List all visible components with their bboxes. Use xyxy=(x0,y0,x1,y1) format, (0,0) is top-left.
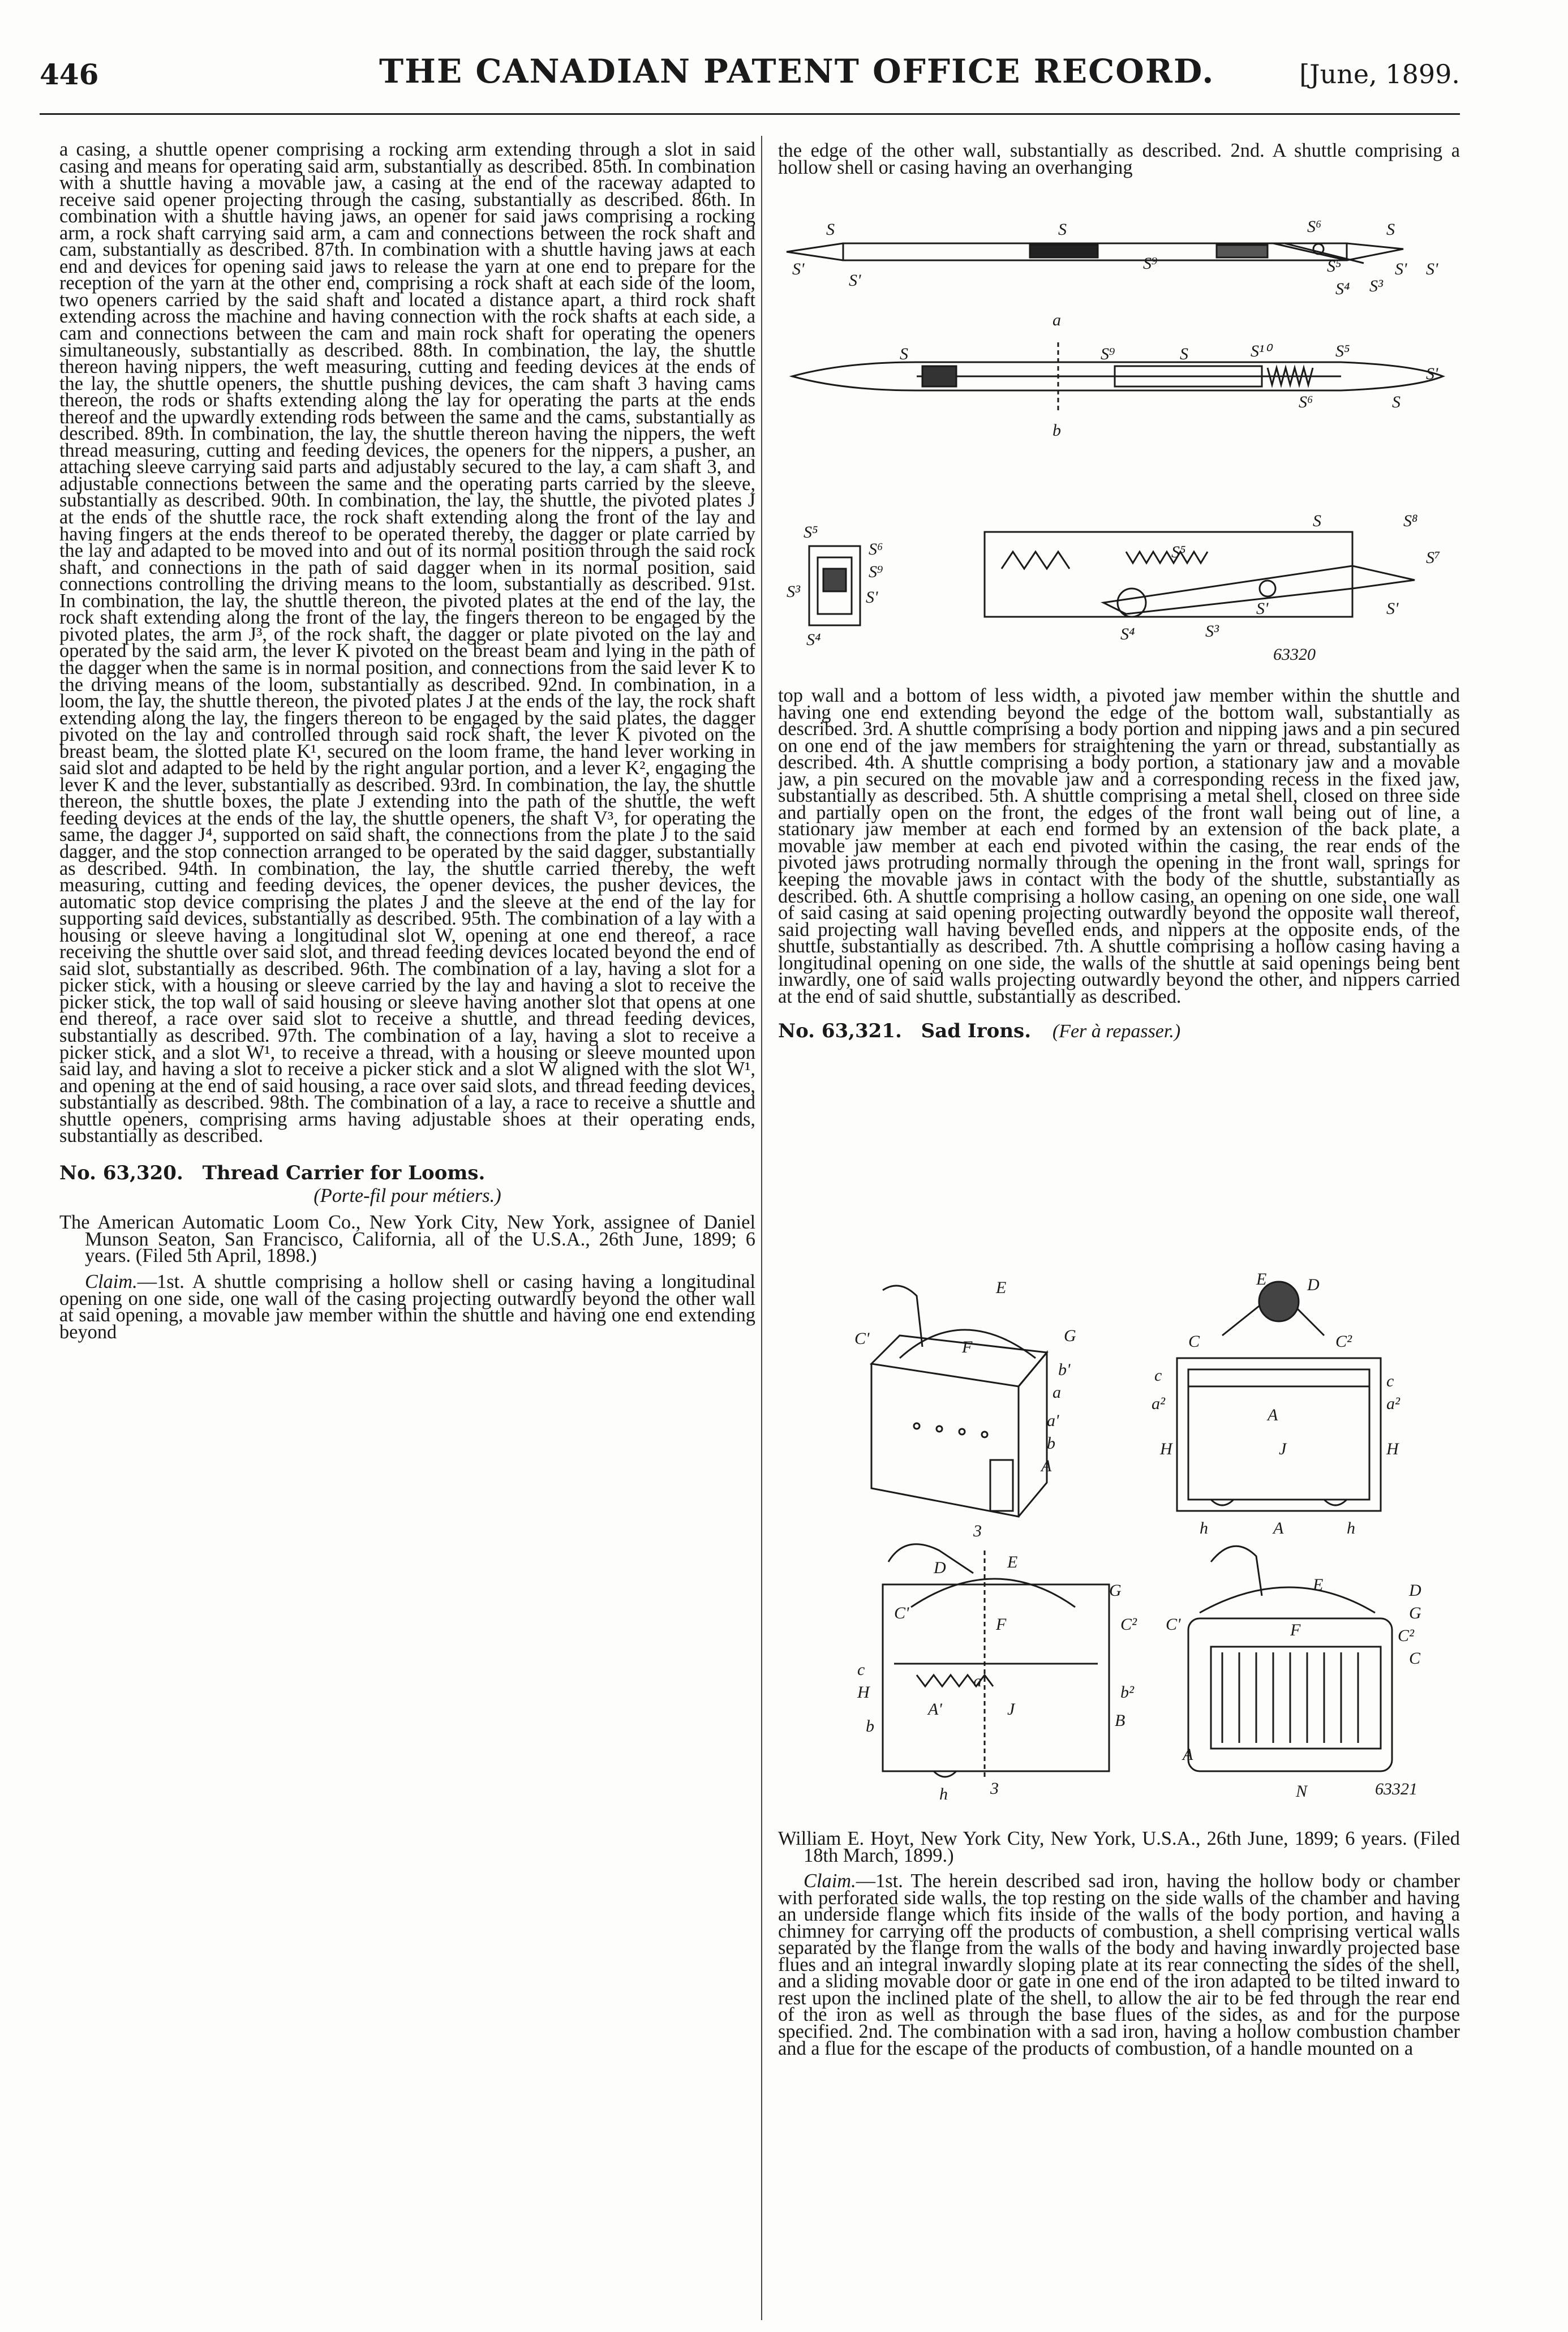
svg-text:S': S' xyxy=(1426,364,1438,383)
sad-iron-drawing xyxy=(849,1268,1449,1811)
svg-text:H: H xyxy=(1160,1440,1172,1458)
patent-title: Thread Carrier for Looms. xyxy=(202,1161,486,1184)
svg-text:S': S' xyxy=(866,588,878,607)
svg-text:N: N xyxy=(1296,1782,1308,1801)
svg-text:H: H xyxy=(1386,1440,1399,1458)
svg-text:S⁵: S⁵ xyxy=(804,523,818,542)
svg-text:C': C' xyxy=(854,1329,870,1348)
svg-text:F: F xyxy=(962,1338,973,1356)
svg-text:D: D xyxy=(1409,1581,1421,1600)
svg-text:C: C xyxy=(1188,1332,1200,1351)
svg-text:S': S' xyxy=(1256,599,1269,618)
svg-text:C²: C² xyxy=(1335,1332,1352,1351)
svg-text:S': S' xyxy=(1426,260,1438,278)
svg-text:A: A xyxy=(1183,1745,1193,1764)
claim-text: —1st. The herein described sad iron, having the hollow body or chamber with perforated side walls, the top resting on the side walls of the chamber and having an underside flange which fits inside of the walls of the body portion, and having a chimney for carrying off the products of combustion, a shell comprising vertical walls separated by the flange from the walls of the body and having inwardly projected base flues and an integral inwardly sloping plate at its rear connecting the sides of the shell, and a sliding movable door or gate in one end of the iron adapted to be tilted inward to rest upon the inclined plate of the shell, to allow the air to be fed through the rear end of the iron as well as through the base flues of the sides, as and for the purpose specified. 2nd. The combination with a sad iron, having a hollow combustion chamber and a flue for the escape of the products of combustion, of a handle mounted on a xyxy=(778,1870,1460,2059)
svg-text:E: E xyxy=(996,1278,1007,1297)
left-column xyxy=(59,141,755,1341)
svg-text:a: a xyxy=(1053,1383,1061,1402)
claims-continued: a casing, a shuttle opener comprising a rocking arm extending through a slot in said casing and means for operating said arm, substantially as described. 85th. In combination with a shuttle having a movable jaw, a casing at the end of the raceway adapted to receive said opener projecting through the casing, substantially as described. 86th. In combination with a shuttle having jaws, an opener for said jaws comprising a rocking arm, a rock shaft carrying said arm, a cam and connections between the rock shaft and cam, substantially as described. 87th. In combination with a shuttle having jaws at each end and devices for opening said jaws to release the yarn at one end to prepare for the reception of the yarn at the other end, comprising a rock shaft at each side of the loom, two openers carried by the said shaft and located a distance apart, a third rock shaft extending across the machine and having connection with the rock shafts at each side, a cam and connections between the cam and main rock shaft for operating the openers simultaneously, substantially as described. 88th. In combination, the lay, the shuttle thereon having nippers, the weft measuring, cutting and feeding devices at the ends of the lay, the shuttle openers, the shuttle pushing devices, the cam shaft 3 having cams thereon, the rods or shafts extending along the lay for operating the parts at the ends thereof and the upwardly extending rods between the same and the cams, substantially as described. 89th. In combination, the lay, the shuttle thereon having the nippers, the weft thread measuring, cutting and feeding devices, the openers for the nippers, a pusher, an attaching sleeve carrying said parts and adjustably secured to the lay, a cam shaft 3, and adjustable connections between the same and the operating parts carried by the sleeve, substantially as described. 90th. In combination, the lay, the shuttle, the pivoted plates J at the ends of the shuttle race, the rock shaft extending along the front of the lay and having fingers at the ends thereof to be operated thereby, the dagger or plate carried by the lay and adapted to be moved into and out of its normal position through the said rock shaft, and connections in the path of said dagger when in its normal position, said connections controlling the driving means to the loom, substantially as described. 91st. In combination, the lay, the shuttle thereon, the pivoted plates at the end of the lay, the rock shaft extending along the front of the lay, the fingers thereon to be engaged by the pivoted plates, the arm J³, of the rock shaft, the dagger or plate pivoted on the lay and operated by the said arm, the lever K pivoted on the breast beam and lying in the path of the dagger when the same is in normal position, and connections from the said lever K to the driving means of the loom, substantially as described. 92nd. In combination, in a loom, the lay, the shuttle thereon, the pivoted plates J at the ends of the lay, the rock shaft extending along the lay, the fingers thereon to be engaged by the said plates, the dagger pivoted on the lay and controlled through said rock shaft, the lever K pivoted on the breast beam, the slotted plate K¹, secured on the loom frame, the hand lever working in said slot and adapted to be held by the right angular portion, and a lever K², engaging the lever K and the lever, substantially as described. 93rd. In combination, the lay, the shuttle thereon, the shuttle boxes, the plate J extending into the path of the shuttle, the weft feeding devices at the ends of the lay, the shuttle openers, the shaft V³, for operating the same, the dagger J⁴, supported on said shaft, the connections from the plate J to the said dagger, and the stop connection arranged to be operated by the said dagger, substantially as described. 94th. In combination, the lay, the shuttle carried thereby, the weft measuring, cutting and feeding devices, the opener devices, the pusher devices, the automatic stop device comprising the plates J and the sleeve at the end of the lay for supporting said devices, substantially as described. 95th. The combination of a lay with a housing or sleeve having a longitudinal slot W, opening at one end thereof, a race receiving the shuttle over said slot, and thread feeding devices located beyond the end of said slot, substantially as described. 96th. The combination of a lay, having a slot for a picker stick, with a housing or sleeve carried by the lay and having a slot to receive the picker stick, the top wall of said housing or sleeve having another slot that opens at one end thereof, a race over said slot to receive a shuttle, and thread feeding devices, substantially as described. 97th. The combination of a lay, having a slot to receive a picker stick, and a slot W¹, to receive a thread, with a housing or sleeve mounted upon said lay, and having a slot to receive a picker stick and a slot W aligned with the slot W¹, and opening at the end of said housing, a race over said slots, and thread feeding devices, substantially as described. 98th. The combination of a lay, a race to receive a shuttle and shuttle openers, comprising arms having adjustable shoes at their operating ends, substantially as described. xyxy=(59,139,755,1147)
claim-paragraph xyxy=(778,1870,1460,2059)
claim-paragraph xyxy=(59,1271,755,1343)
svg-text:H: H xyxy=(857,1683,870,1702)
svg-text:a²: a² xyxy=(1152,1394,1165,1413)
claims-continued-right: the edge of the other wall, substantially as described. 2nd. A shuttle comprising a hollow shell or casing having an overhanging xyxy=(778,140,1460,178)
patent-title: Sad Irons. xyxy=(921,1020,1032,1043)
issue-date: [June, 1899. xyxy=(1299,59,1460,89)
svg-text:S⁹: S⁹ xyxy=(869,562,883,581)
svg-text:S⁶: S⁶ xyxy=(1299,393,1313,411)
svg-text:C²: C² xyxy=(1398,1626,1415,1645)
svg-text:S⁹: S⁹ xyxy=(1143,254,1158,273)
svg-text:b': b' xyxy=(1058,1360,1071,1379)
svg-text:b: b xyxy=(1053,421,1061,440)
svg-text:A: A xyxy=(1041,1457,1052,1475)
svg-text:F: F xyxy=(996,1615,1007,1634)
right-column-top xyxy=(778,140,1460,178)
claim-label: Claim. xyxy=(85,1271,138,1292)
svg-text:G: G xyxy=(1409,1604,1421,1622)
svg-text:A: A xyxy=(1268,1406,1278,1424)
svg-text:a²: a² xyxy=(1386,1394,1400,1413)
svg-text:G: G xyxy=(1109,1581,1122,1600)
claim-text: —1st. A shuttle comprising a hollow shell or casing having a longitudinal opening on one side, one wall of the casing projecting outwardly beyond the other wall at said opening, a movable jaw member within the shuttle and having one end extending beyond xyxy=(59,1271,755,1343)
svg-text:c: c xyxy=(857,1660,865,1679)
svg-text:S': S' xyxy=(849,271,861,290)
svg-text:A': A' xyxy=(928,1700,942,1719)
svg-text:E: E xyxy=(1007,1553,1018,1571)
patent-number: No. 63,321. xyxy=(778,1020,902,1043)
svg-text:3: 3 xyxy=(990,1779,999,1798)
svg-text:S: S xyxy=(1386,220,1395,239)
svg-text:S': S' xyxy=(792,260,805,278)
page-number: 446 xyxy=(40,58,99,91)
svg-text:c: c xyxy=(1386,1372,1394,1390)
svg-text:S⁹: S⁹ xyxy=(1101,345,1115,363)
svg-text:C: C xyxy=(1409,1649,1421,1668)
header-rule xyxy=(40,113,1460,115)
shuttle-figure xyxy=(775,218,1460,665)
page-header xyxy=(40,52,1460,103)
svg-text:S⁵: S⁵ xyxy=(1335,342,1350,360)
svg-text:h: h xyxy=(1200,1519,1208,1538)
svg-text:E: E xyxy=(1256,1270,1267,1289)
svg-text:c: c xyxy=(1154,1366,1162,1385)
svg-text:S³: S³ xyxy=(1369,277,1383,295)
svg-text:G: G xyxy=(1064,1326,1076,1345)
svg-text:A: A xyxy=(1273,1519,1284,1538)
patent-subtitle-fr: (Porte-fil pour métiers.) xyxy=(313,1184,501,1206)
svg-text:3: 3 xyxy=(973,1522,982,1540)
patentee-info: William E. Hoyt, New York City, New York, U.S.A., 26th June, 1899; 6 years. (Filed 18th March, 1899.) xyxy=(778,1828,1460,1866)
svg-text:C': C' xyxy=(894,1604,909,1622)
svg-text:C': C' xyxy=(1166,1615,1181,1634)
svg-text:J: J xyxy=(1007,1700,1015,1719)
patent-heading-63321 xyxy=(778,1020,1460,1043)
svg-text:S: S xyxy=(1392,393,1401,411)
svg-text:S³: S³ xyxy=(1205,622,1219,641)
claim-label: Claim. xyxy=(804,1870,856,1892)
svg-text:S: S xyxy=(1313,512,1321,530)
svg-text:S': S' xyxy=(1386,599,1399,618)
svg-text:J: J xyxy=(1279,1440,1287,1458)
svg-text:h: h xyxy=(939,1785,948,1803)
svg-text:S⁶: S⁶ xyxy=(869,540,883,559)
svg-text:S¹⁰: S¹⁰ xyxy=(1251,342,1271,360)
svg-text:S⁵: S⁵ xyxy=(1171,543,1186,561)
svg-text:S³: S³ xyxy=(787,582,800,601)
svg-text:E: E xyxy=(1313,1575,1324,1594)
right-column-middle xyxy=(778,685,1460,1046)
shuttle-drawing xyxy=(775,218,1460,665)
patent-heading-63320 xyxy=(59,1162,755,1184)
svg-text:D: D xyxy=(934,1558,946,1577)
sad-iron-figure xyxy=(849,1268,1449,1811)
svg-text:D: D xyxy=(1307,1275,1320,1294)
figure-number: 63320 xyxy=(1273,645,1316,664)
svg-text:S⁴: S⁴ xyxy=(1120,625,1135,643)
svg-text:a': a' xyxy=(1047,1411,1059,1430)
svg-text:b: b xyxy=(866,1717,874,1736)
patent-number: No. 63,320. xyxy=(59,1161,183,1184)
svg-text:S⁸: S⁸ xyxy=(1403,512,1418,530)
svg-text:B: B xyxy=(1115,1711,1125,1730)
svg-text:a: a xyxy=(1053,311,1061,329)
svg-text:a': a' xyxy=(973,1672,986,1690)
svg-text:S': S' xyxy=(1395,260,1407,278)
right-column-bottom xyxy=(778,1828,1460,2059)
svg-text:S: S xyxy=(1058,220,1067,239)
column-divider xyxy=(761,136,762,2320)
patentee-info: The American Automatic Loom Co., New York City, New York, assignee of Daniel Munson Seaton, San Francisco, California, all of the U.S.A., 26th June, 1899; 6 years. (Filed 5th April, 1898.) xyxy=(59,1212,755,1267)
svg-text:S⁷: S⁷ xyxy=(1426,548,1441,567)
svg-text:S: S xyxy=(826,220,835,239)
figure-number: 63321 xyxy=(1375,1780,1417,1798)
svg-text:S: S xyxy=(900,345,908,363)
svg-text:F: F xyxy=(1290,1621,1301,1639)
svg-text:b: b xyxy=(1047,1434,1055,1453)
svg-text:S⁶: S⁶ xyxy=(1307,218,1322,236)
patent-subtitle-fr: (Fer à repasser.) xyxy=(1052,1021,1181,1042)
claims-63320-continued: top wall and a bottom of less width, a pivoted jaw member within the shuttle and having one end extending beyond the edge of the bottom wall, substantially as described. 3rd. A shuttle comprising a body portion and nipping jaws and a pin secured on one end of the jaw members for straightening the yarn or thread, substantially as described. 4th. A shuttle comprising a body portion, a stationary jaw and a movable jaw, a pin secured on the movable jaw and a corresponding recess in the fixed jaw, substantially as described. 5th. A shuttle comprising a metal shell, closed on three side and partially open on the front, the edges of the front wall being out of line, a stationary jaw member at each end formed by an extension of the back plate, a movable jaw member at each end pivoted within the casing, the rear ends of the pivoted jaws protruding normally through the opening in the front wall, springs for keeping the movable jaws in contact with the body of the shuttle, substantially as described. 6th. A shuttle comprising a hollow casing, an opening on one side, one wall of said casing at said opening projecting outwardly beyond the opposite wall thereof, said projecting wall having bevelled ends, and nippers at the opposite ends, of the shuttle, substantially as described. 7th. A shuttle comprising a hollow casing having a longitudinal opening on one side, the walls of the shuttle at said openings being bent inwardly, one of said walls projecting outwardly beyond the other, and nippers carried at the end of said shuttle, substantially as described. xyxy=(778,685,1460,1007)
svg-text:S: S xyxy=(1180,345,1188,363)
svg-text:S⁴: S⁴ xyxy=(806,630,821,649)
svg-text:C²: C² xyxy=(1120,1615,1137,1634)
page-title: THE CANADIAN PATENT OFFICE RECORD. xyxy=(379,52,1215,91)
svg-text:S⁴: S⁴ xyxy=(1335,280,1350,298)
svg-text:h: h xyxy=(1347,1519,1355,1538)
svg-text:S⁵: S⁵ xyxy=(1327,257,1342,276)
svg-text:b²: b² xyxy=(1120,1683,1134,1702)
